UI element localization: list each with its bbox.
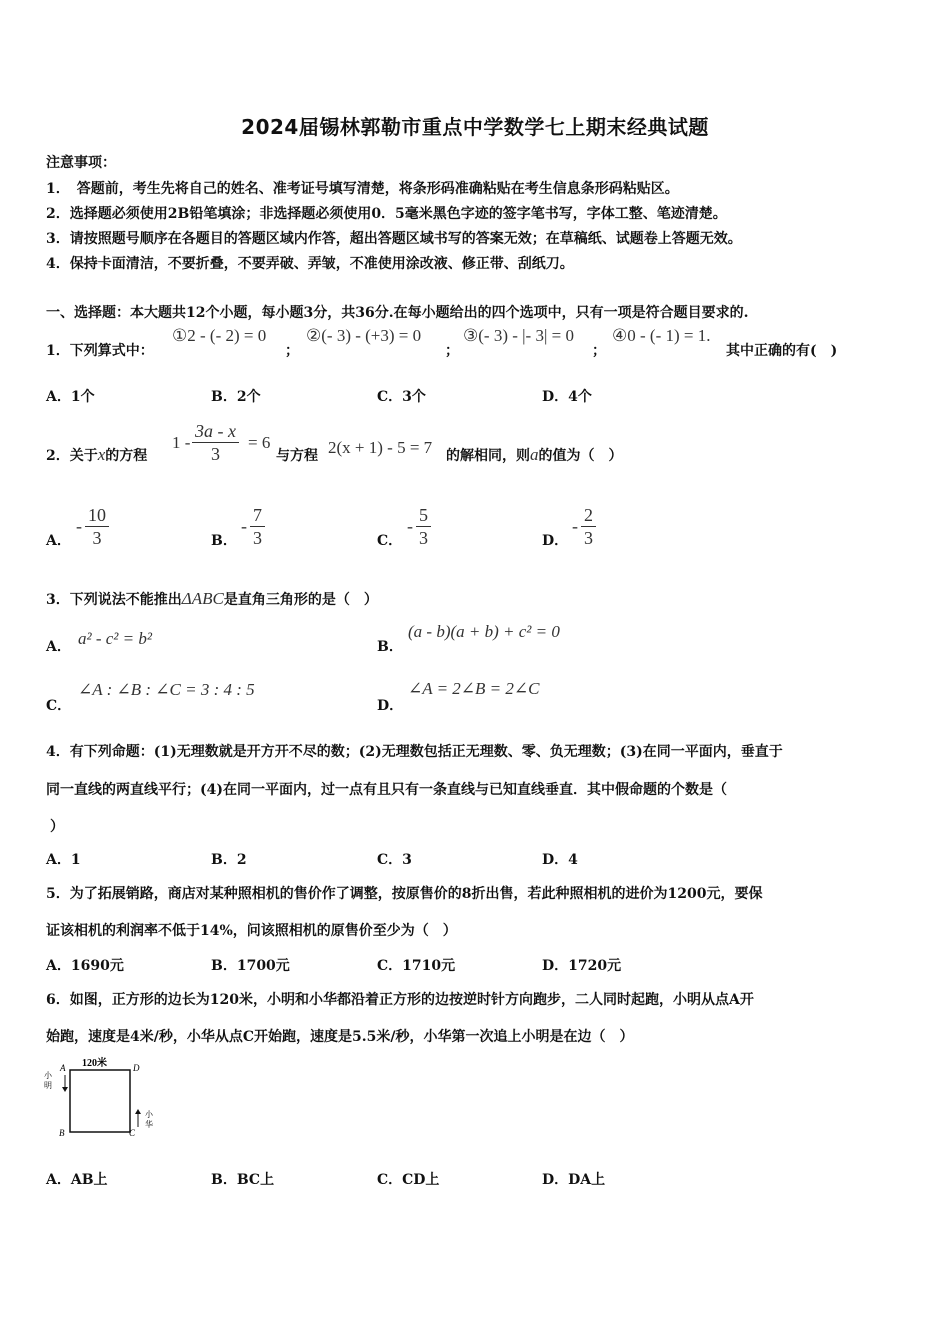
q1-expr-3: ③(- 3) - |- 3| = 0	[463, 326, 574, 345]
q3-option-b-label: B．	[377, 639, 403, 655]
q2-eq1-left: 1 -	[172, 433, 191, 452]
q3-option-a-label: A．	[46, 639, 71, 655]
notice-item: 3．请按照题号顺序在各题目的答题区域内作答，超出答题区域书写的答案无效；在草稿纸、试题卷上答题无效。	[46, 231, 742, 247]
q2-option-d-label: D．	[542, 533, 569, 549]
q3-text: 3．下列说法不能推出	[46, 592, 182, 608]
notice-item: 2．选择题必须使用2B铅笔填涂；非选择题必须使用0．5毫米黑色字迹的签字笔书写，字体工整、笔迹清楚。	[46, 206, 727, 222]
q6-option-d: D．DA上	[542, 1172, 606, 1188]
figure-point-a: A	[60, 1063, 66, 1073]
q4-option-d: D．4	[542, 852, 578, 868]
figure-arrow-head	[135, 1109, 141, 1114]
q2-eq1-numerator: 3a - x	[192, 420, 239, 443]
q2-option-c-num: 5	[416, 504, 431, 527]
q1-sep: ；	[592, 343, 606, 359]
q2-minus: -	[407, 516, 413, 536]
q2-text: 的值为（ ）	[538, 448, 623, 464]
q5-option-b: B．1700元	[211, 958, 290, 974]
q2-option-b	[241, 504, 265, 549]
q1-option-c: C．3个	[377, 389, 426, 405]
page-title: 2024届锡林郭勒市重点中学数学七上期末经典试题	[241, 115, 709, 139]
q1-option-a: A．1个	[46, 389, 95, 405]
q2-text: 的解相同，则	[446, 448, 530, 464]
notice-heading: 注意事项：	[46, 155, 116, 171]
q2-option-a	[76, 504, 109, 549]
q3-option-d: ∠A = 2∠B = 2∠C	[408, 679, 540, 698]
q2-option-b-num: 7	[250, 504, 265, 527]
q4-option-c: C．3	[377, 852, 412, 868]
q6-option-b: B．BC上	[211, 1172, 275, 1188]
q2-option-b-label: B．	[211, 533, 237, 549]
q1-tail: 其中正确的有( )	[726, 343, 838, 359]
q6-option-c: C．CD上	[377, 1172, 440, 1188]
figure-arrow-head	[62, 1087, 68, 1092]
q2-eq1-denominator: 3	[210, 444, 220, 464]
figure-label-xiaoming: 小	[44, 1071, 52, 1080]
q2-option-c	[407, 504, 431, 549]
q1-stem: 1．下列算式中：	[46, 343, 154, 359]
q6-option-a: A．AB上	[46, 1172, 108, 1188]
q1-option-b: B．2个	[211, 389, 261, 405]
q1-expr-1: ①2 - (- 2) = 0	[172, 326, 267, 345]
q1-sep: ；	[285, 343, 299, 359]
q2-option-d-den: 3	[584, 528, 593, 548]
q2-text: 2．关于	[46, 448, 98, 464]
q2-var-x: x	[97, 445, 106, 464]
q1-sep: ；	[445, 343, 459, 359]
q5-line: 5．为了拓展销路，商店对某种照相机的售价作了调整，按原售价的8折出售，若此种照相机的进价为1200元，要保	[46, 886, 763, 902]
q4-option-b: B．2	[211, 852, 247, 868]
q2-minus: -	[76, 516, 82, 536]
figure-side-label: 120米	[82, 1058, 107, 1069]
q5-option-a: A．1690元	[46, 958, 124, 974]
q6-line: 始跑，速度是4米/秒，小华从点C开始跑，速度是5.5米/秒，小华第一次追上小明是在边（ ）	[46, 1029, 634, 1045]
q2-option-c-den: 3	[419, 528, 428, 548]
q3-option-a: a² - c² = b²	[78, 629, 152, 648]
notice-item: 4．保持卡面清洁，不要折叠，不要弄破、弄皱，不准使用涂改液、修正带、刮纸刀。	[46, 256, 574, 272]
q4-line: ）	[50, 819, 64, 835]
q2-minus: -	[241, 516, 247, 536]
q4-option-a: A．1	[46, 852, 81, 868]
q4-line: 同一直线的两直线平行；(4)在同一平面内，过一点有且只有一条直线与已知直线垂直．其中假命题的个数是（	[46, 782, 727, 798]
q4-line: 4．有下列命题：(1)无理数就是开方开不尽的数；(2)无理数包括正无理数、零、负无理数；(3)在同一平面内，垂直于	[46, 744, 783, 760]
q1-expr-4: ④0 - (- 1) = 1.	[612, 326, 711, 345]
figure-point-d: D	[133, 1063, 140, 1073]
figure-label-xiaohua: 小	[145, 1110, 153, 1119]
q5-line: 证该相机的利润率不低于14%，问该照相机的原售价至少为（ ）	[46, 923, 457, 939]
q2-text: 与方程	[276, 448, 318, 464]
square-outline	[70, 1070, 130, 1132]
q1-option-d: D．4个	[542, 389, 592, 405]
q2-option-a-den: 3	[92, 528, 102, 548]
q3-option-c: ∠A : ∠B : ∠C = 3 : 4 : 5	[78, 680, 255, 699]
q2-eq1-fraction	[192, 420, 239, 465]
q2-option-b-den: 3	[253, 528, 262, 548]
figure-point-c: C	[129, 1128, 136, 1138]
q2-option-a-label: A．	[46, 533, 71, 549]
q2-eq2: 2(x + 1) - 5 = 7	[328, 438, 433, 457]
q2-var-a: a	[530, 445, 539, 464]
figure-label-xiaoming: 明	[44, 1081, 52, 1090]
q3-option-d-label: D．	[377, 698, 404, 714]
notice-item: 1． 答题前，考生先将自己的姓名、准考证号填写清楚，将条形码准确粘贴在考生信息条形码粘贴区。	[46, 181, 679, 197]
q2-minus: -	[572, 516, 578, 536]
q3-option-c-label: C．	[46, 698, 72, 714]
q2-eq1-right: = 6	[248, 433, 271, 452]
figure-label-xiaohua: 华	[145, 1120, 153, 1129]
square-figure	[40, 1052, 170, 1144]
q5-option-d: D．1720元	[542, 958, 622, 974]
q2-option-c-label: C．	[377, 533, 403, 549]
q2-option-d-num: 2	[581, 504, 596, 527]
q3-option-b: (a - b)(a + b) + c² = 0	[408, 622, 560, 641]
q3-triangle: ΔABC	[181, 589, 224, 608]
section-heading: 一、选择题：本大题共12个小题，每小题3分，共36分.在每小题给出的四个选项中，只有一项是符合题目要求的.	[46, 305, 749, 321]
q5-option-c: C．1710元	[377, 958, 456, 974]
figure-point-b: B	[59, 1128, 65, 1138]
q6-line: 6．如图，正方形的边长为120米，小明和小华都沿着正方形的边按逆时针方向跑步，二人同时起跑，小明从点A开	[46, 992, 754, 1008]
q1-expr-2: ②(- 3) - (+3) = 0	[306, 326, 422, 345]
q2-option-a-num: 10	[85, 504, 109, 527]
q2-option-d	[572, 504, 596, 549]
q2-text: 的方程	[105, 448, 148, 464]
q3-text: 是直角三角形的是（ ）	[223, 592, 378, 608]
